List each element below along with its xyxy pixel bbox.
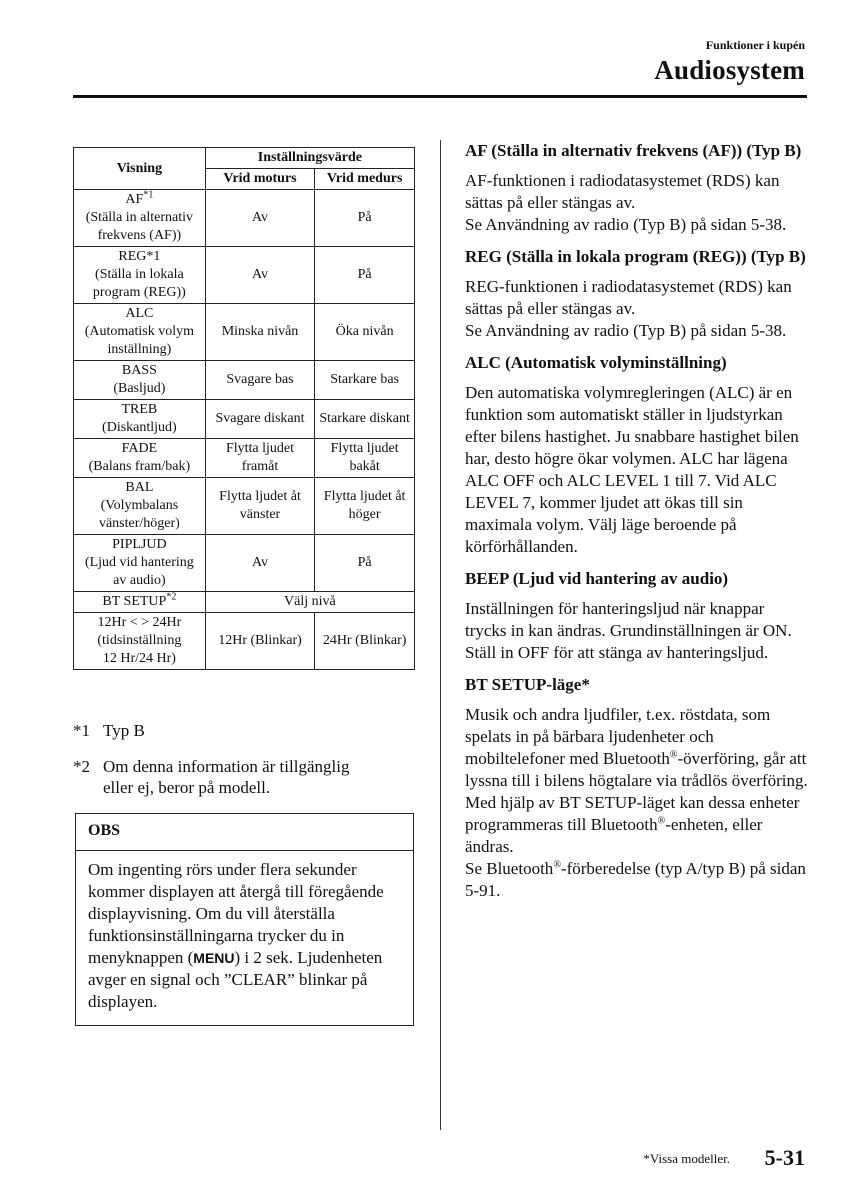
table-row	[74, 439, 415, 478]
display-line: program (REG))	[92, 285, 186, 300]
display-line: ALC	[125, 306, 154, 321]
display-line: (Ställa in lokala	[95, 267, 184, 282]
display-line: (Ställa in alternativ	[85, 210, 194, 225]
display-cell	[74, 400, 206, 439]
footnote-2-line2: eller ej, beror på modell.	[103, 778, 271, 797]
display-cell	[74, 247, 206, 304]
table-body	[74, 190, 415, 670]
bt-setup-heading: BT SETUP-läge*	[465, 675, 590, 694]
table-row	[74, 535, 415, 592]
bt-see-a: Se Bluetooth	[465, 859, 554, 878]
column-divider	[440, 140, 441, 1130]
af-paragraph-1: AF-funktionen i radiodatasystemet (RDS) kan sättas på eller stängas av.	[465, 171, 780, 212]
display-line: (tidsinställning	[97, 633, 182, 648]
display-cell	[74, 361, 206, 400]
ccw-cell: Svagare bas	[205, 361, 314, 400]
table-row	[74, 613, 415, 670]
cw-cell: På	[315, 247, 415, 304]
bt-text-c: -enheten, eller ändras.	[465, 815, 763, 856]
ccw-cell: Svagare diskant	[205, 400, 314, 439]
settings-table	[73, 147, 415, 670]
footnote-1-text: Typ B	[103, 721, 145, 740]
beep-paragraph-1: Inställningen för hanteringsljud när knappar trycks in kan ändras. Grundinställningen är ON. Ställ in OFF för att stänga av hanteringsljud.	[465, 599, 792, 662]
display-line: 12Hr < > 24Hr	[97, 615, 182, 630]
bt-text-b: -överföring, går att lyssna till i bilens högtalare via trådlös överföring. Med hjälp av BT SETUP-läget kan dessa enheter programmeras till Bluetooth	[465, 749, 808, 834]
ccw-cell: Av	[205, 535, 314, 592]
bt-text-a: Musik och andra ljudfiler, t.ex. röstdata, som spelats in på bärbara ljudenheter och mobiltelefoner med Bluetooth	[465, 705, 771, 768]
beep-heading: BEEP (Ljud vid hantering av audio)	[465, 569, 729, 588]
display-cell	[74, 439, 206, 478]
alc-paragraph-1: Den automatiska volymregleringen (ALC) är en funktion som automatiskt ställer in ljudstyrkan efter bilens hastighet. Ju snabbare hastighet bilen har, desto högre ökar volymen. ALC har lägena ALC OFF och ALC LEVEL 1 till 7. Vid ALC LEVEL 7, kommer ljudet att ökas till sin maximala volym. Välj läge beroende på körförhållanden.	[465, 383, 799, 556]
header-display: Visning	[74, 148, 206, 190]
display-line-wrap	[76, 191, 203, 209]
display-line: (Volymbalans	[100, 498, 179, 513]
cw-cell: På	[315, 535, 415, 592]
display-cell	[74, 613, 206, 670]
cw-cell: Öka nivån	[315, 304, 415, 361]
cw-cell: Flytta ljudet bakåt	[315, 439, 415, 478]
display-line: FADE	[121, 441, 158, 456]
ccw-cell: Flytta ljudet åt vänster	[205, 478, 314, 535]
setting-merged-cell: Välj nivå	[205, 592, 414, 613]
display-line-wrap	[76, 593, 203, 611]
cw-cell: Flytta ljudet åt höger	[315, 478, 415, 535]
footnote-1	[73, 720, 413, 741]
footnote-ref: *2	[166, 591, 177, 603]
footnote-2	[73, 756, 413, 798]
display-cell	[74, 478, 206, 535]
display-cell	[74, 592, 206, 613]
display-line: (Basljud)	[113, 381, 166, 396]
footer-note: *Vissa modeller.	[643, 1151, 730, 1166]
display-line: AF	[125, 192, 144, 207]
menu-key-label: MENU	[193, 950, 235, 966]
bt-see-b: -förberedelse (typ A/typ B) på sidan 5-91.	[465, 859, 806, 900]
registered-mark: ®	[669, 749, 678, 761]
obs-text-before: Om ingenting rörs under flera sekunder kommer displayen att återgå till föregående displayvisning. Om du vill återställa funktionsinställningarna trycker du in menyknappen (	[88, 860, 384, 967]
registered-mark: ®	[657, 815, 666, 827]
reg-paragraph-2: Se Användning av radio (Typ B) på sidan 5-38.	[465, 321, 787, 340]
display-line: BT SETUP	[102, 594, 167, 609]
display-cell	[74, 304, 206, 361]
page-title: Audiosystem	[654, 55, 805, 85]
ccw-cell: Minska nivån	[205, 304, 314, 361]
display-line: (Balans fram/bak)	[88, 459, 191, 474]
header-rule	[73, 95, 807, 98]
table-row	[74, 247, 415, 304]
footnote-2-line1: Om denna information är tillgänglig	[103, 757, 350, 776]
display-line: TREB	[121, 402, 158, 417]
ccw-cell: Av	[205, 190, 314, 247]
display-cell	[74, 535, 206, 592]
obs-body	[76, 851, 413, 1025]
af-paragraph-2: Se Användning av radio (Typ B) på sidan 5-38.	[465, 215, 787, 234]
display-line: BAL	[125, 480, 154, 495]
bt-setup-paragraph-1	[465, 704, 810, 858]
reg-heading: REG (Ställa in lokala program (REG)) (Typ B)	[465, 247, 806, 266]
footnote-1-mark: *1	[73, 721, 90, 740]
display-line: inställning)	[107, 342, 172, 357]
table-row	[74, 478, 415, 535]
display-line: (Automatisk volym	[84, 324, 195, 339]
af-heading: AF (Ställa in alternativ frekvens (AF)) (Typ B)	[465, 141, 802, 160]
footnote-2-mark: *2	[73, 757, 90, 776]
table-header-row	[74, 148, 415, 169]
display-line: frekvens (AF))	[97, 228, 182, 243]
cw-cell: 24Hr (Blinkar)	[315, 613, 415, 670]
obs-heading: OBS	[76, 814, 413, 851]
cw-cell: Starkare bas	[315, 361, 415, 400]
display-cell	[74, 190, 206, 247]
cw-cell: Starkare diskant	[315, 400, 415, 439]
table-row	[74, 400, 415, 439]
display-line: vänster/höger)	[98, 516, 180, 531]
obs-text-after: ) i 2 sek. Ljudenheten avger en signal och ”CLEAR” blinkar på displayen.	[88, 948, 383, 1011]
table-row	[74, 190, 415, 247]
bt-setup-paragraph-2	[465, 858, 810, 902]
header-ccw: Vrid moturs	[205, 169, 314, 190]
obs-note-box	[75, 813, 414, 1026]
table-row	[74, 592, 415, 613]
display-line: REG*1	[118, 249, 161, 264]
display-line: (Diskantljud)	[102, 420, 177, 435]
header-setting-value: Inställningsvärde	[205, 148, 414, 169]
display-line: (Ljud vid hantering	[84, 555, 194, 570]
ccw-cell: 12Hr (Blinkar)	[205, 613, 314, 670]
header-cw: Vrid medurs	[315, 169, 415, 190]
footnote-ref: *1	[143, 189, 154, 201]
alc-heading: ALC (Automatisk volyminställning)	[465, 353, 727, 372]
section-header: Funktioner i kupén	[705, 38, 805, 52]
table-row	[74, 361, 415, 400]
ccw-cell: Av	[205, 247, 314, 304]
ccw-cell: Flytta ljudet framåt	[205, 439, 314, 478]
right-column	[465, 140, 810, 902]
display-line: av audio)	[113, 573, 166, 588]
cw-cell: På	[315, 190, 415, 247]
display-line: 12 Hr/24 Hr)	[102, 651, 176, 666]
registered-mark: ®	[553, 859, 561, 871]
display-line: PIPLJUD	[112, 537, 167, 552]
table-row	[74, 304, 415, 361]
page-number: 5-31	[764, 1145, 805, 1170]
reg-paragraph-1: REG-funktionen i radiodatasystemet (RDS) kan sättas på eller stängas av.	[465, 277, 792, 318]
display-line: BASS	[121, 363, 157, 378]
